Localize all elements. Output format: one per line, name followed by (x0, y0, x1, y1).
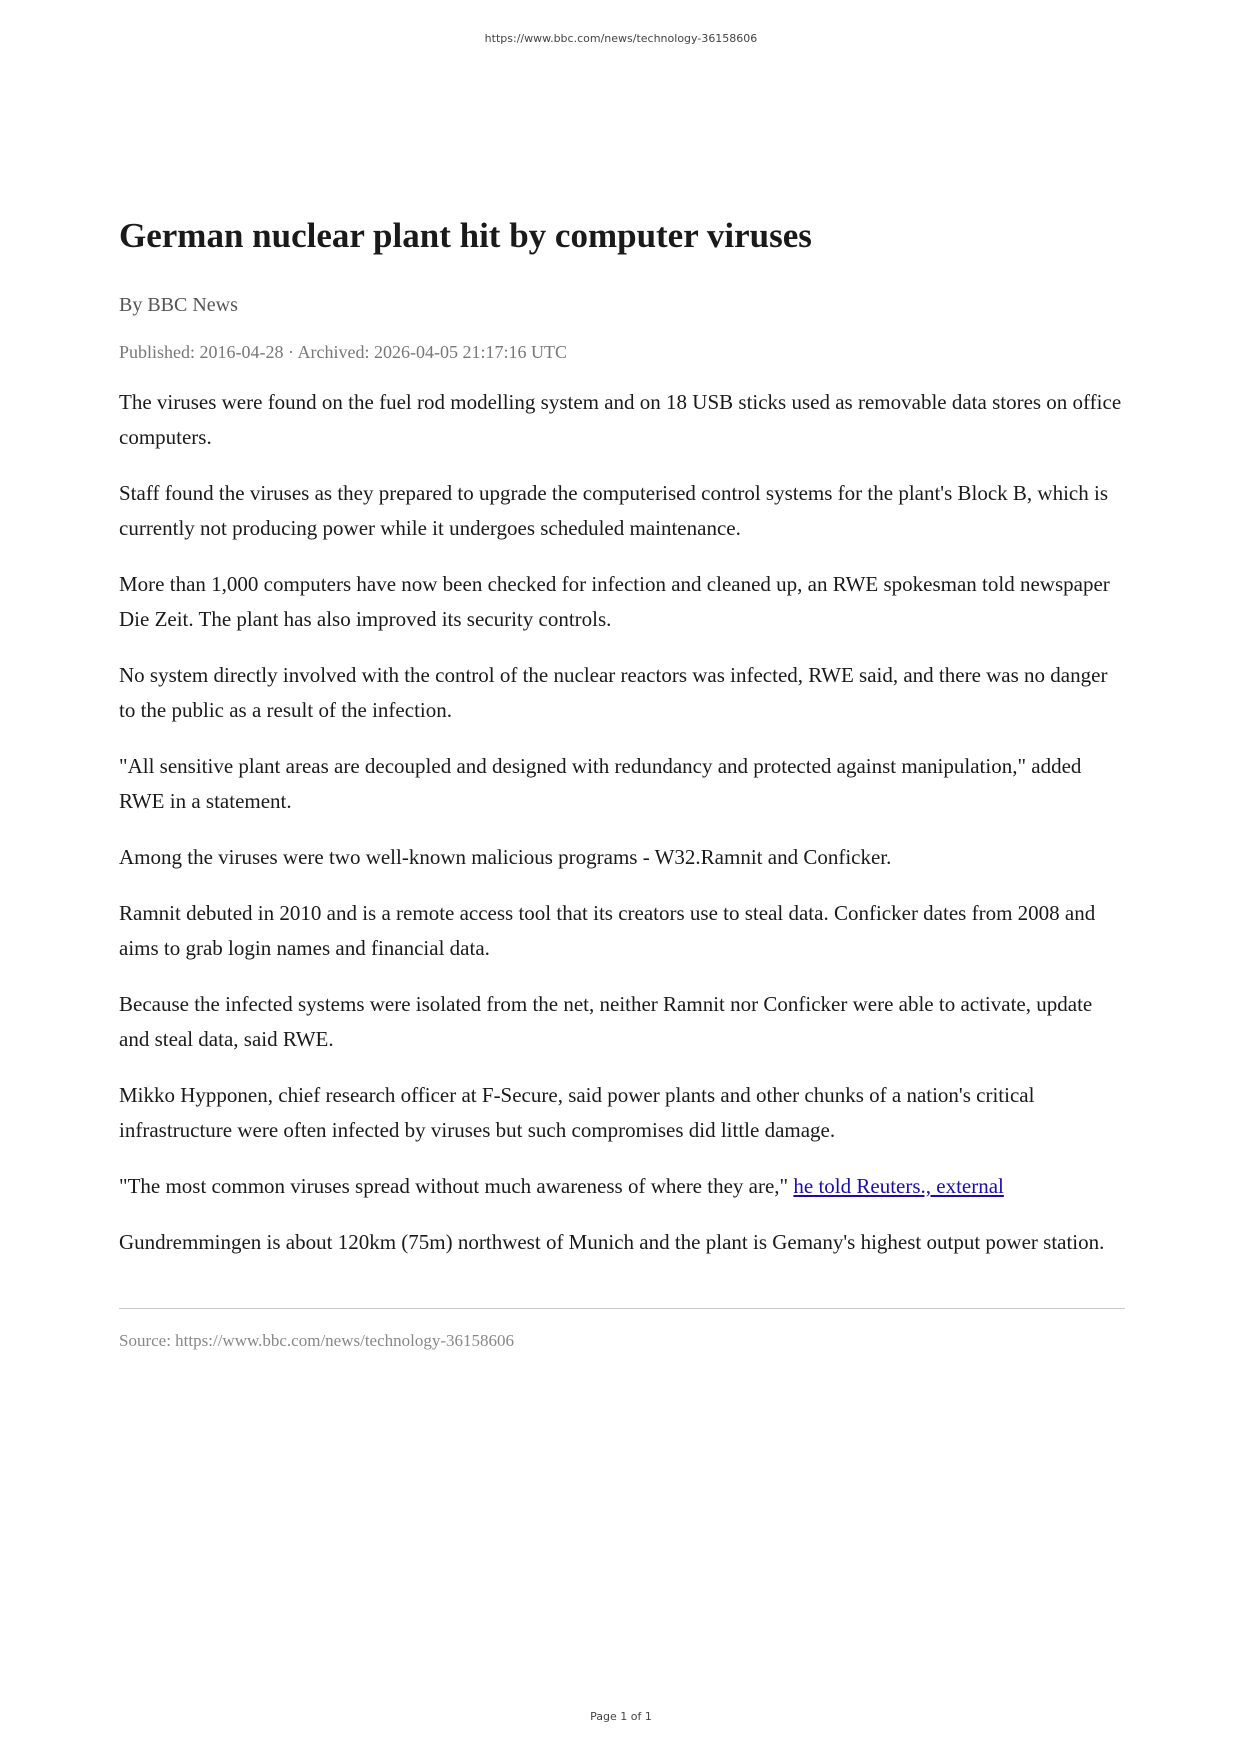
article-paragraph: Because the infected systems were isolated from the net, neither Ramnit nor Conficker were able to activate, update and steal data, said RWE. (119, 992, 1093, 1051)
article-paragraph: Ramnit debuted in 2010 and is a remote access tool that its creators use to steal data. Conficker dates from 2008 and aims to grab login names and financial data. (119, 901, 1096, 960)
quote-text: "The most common viruses spread without much awareness of where they are," (119, 1174, 794, 1198)
page-header-url: https://www.bbc.com/news/technology-36158606 (484, 32, 758, 45)
reuters-link[interactable]: he told Reuters., external (793, 1174, 1004, 1198)
page-number: Page 1 of 1 (590, 1710, 652, 1723)
article-paragraph: Gundremmingen is about 120km (75m) northwest of Munich and the plant is Gemany's highest output power station. (119, 1230, 1105, 1254)
divider (119, 1308, 1125, 1309)
article-meta: Published: 2016-04-28 · Archived: 2026-04-05 21:17:16 UTC (119, 342, 567, 362)
article-title: German nuclear plant hit by computer viruses (119, 216, 812, 255)
article-paragraph: The viruses were found on the fuel rod modelling system and on 18 USB sticks used as removable data stores on office computers. (119, 390, 1122, 449)
article-body (119, 385, 1125, 1260)
source-line: Source: https://www.bbc.com/news/technology-36158606 (119, 1331, 515, 1350)
article (119, 212, 1125, 1353)
article-paragraph: More than 1,000 computers have now been checked for infection and cleaned up, an RWE spokesman told newspaper Die Zeit. The plant has also improved its security controls. (119, 572, 1110, 631)
article-paragraph: "All sensitive plant areas are decoupled and designed with redundancy and protected against manipulation," added RWE in a statement. (119, 754, 1082, 813)
article-paragraph: Staff found the viruses as they prepared to upgrade the computerised control systems for the plant's Block B, which is currently not producing power while it undergoes scheduled maintenance. (119, 481, 1109, 540)
article-paragraph: No system directly involved with the control of the nuclear reactors was infected, RWE said, and there was no danger to the public as a result of the infection. (119, 663, 1108, 722)
article-paragraph: Among the viruses were two well-known malicious programs - W32.Ramnit and Conficker. (119, 845, 892, 869)
article-byline: By BBC News (119, 294, 238, 316)
article-paragraph-quote (119, 1169, 1125, 1204)
article-paragraph: Mikko Hypponen, chief research officer at F-Secure, said power plants and other chunks of a nation's critical infrastructure were often infected by viruses but such compromises did little damage. (119, 1083, 1035, 1142)
